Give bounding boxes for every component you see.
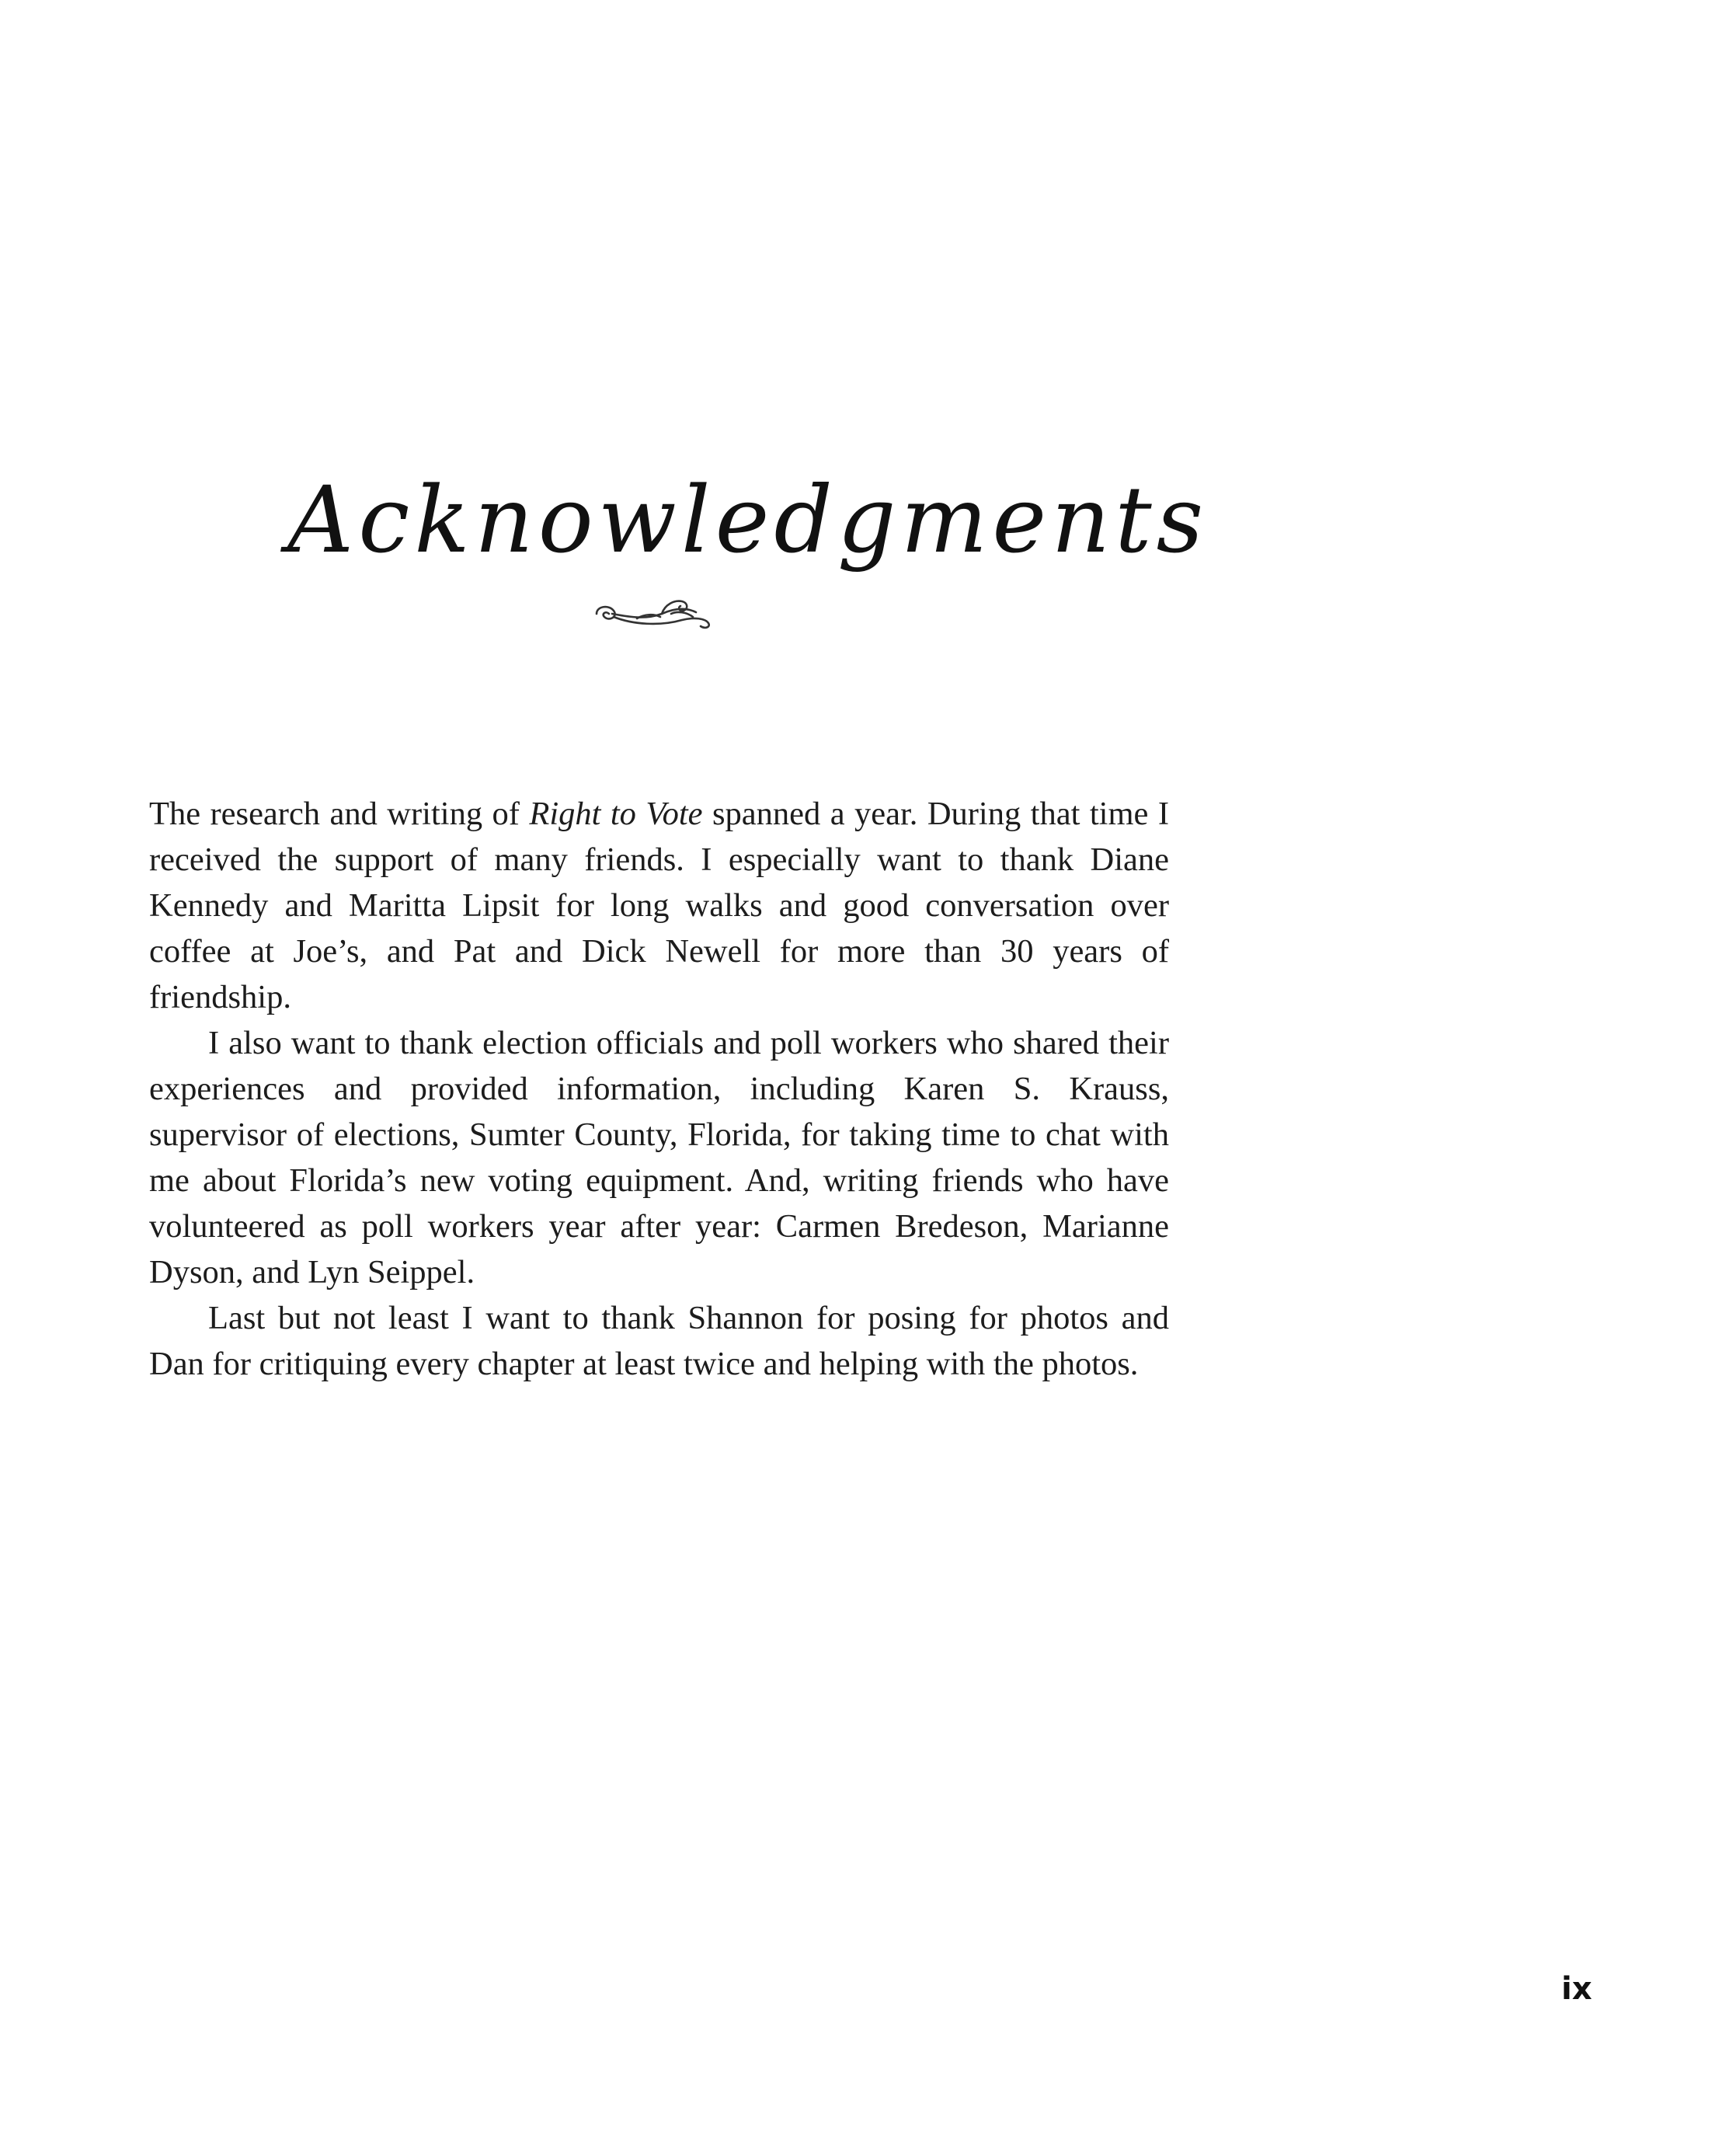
paragraph-2: I also want to thank election officials and poll workers who shared their experiences and provided information, including Karen S. Krauss, supervisor of elections, Sumter County, Florida, for taking time to chat with me about Florida’s new voting equipment. And, writing friends who have volunteered as poll workers year after year: Carmen Bredeson, Marianne Dyson, and Lyn Seippel. bbox=[149, 1025, 1169, 1290]
paragraph-1 bbox=[149, 791, 1169, 1020]
book-title: Right to Vote bbox=[529, 796, 703, 832]
paragraph-3: Last but not least I want to thank Shannon for posing for photos and Dan for critiquing every chapter at least twice and helping with the photos. bbox=[149, 1300, 1169, 1382]
paragraph-1-rest: spanned a year. During that time I received the support of many friends. I especially want to thank Diane Kennedy and Maritta Lipsit for long walks and good conversation over coffee at Joe’s, and Pat and Dick Newell for more than 30 years of friendship. bbox=[149, 796, 1169, 1015]
page-title: Acknowledgments bbox=[287, 466, 1209, 573]
acknowledgments-body bbox=[149, 791, 1169, 1387]
flourish-ornament-icon bbox=[590, 590, 715, 634]
page-number: ix bbox=[1561, 1971, 1592, 2007]
paragraph-1-intro: The research and writing of bbox=[149, 796, 530, 832]
